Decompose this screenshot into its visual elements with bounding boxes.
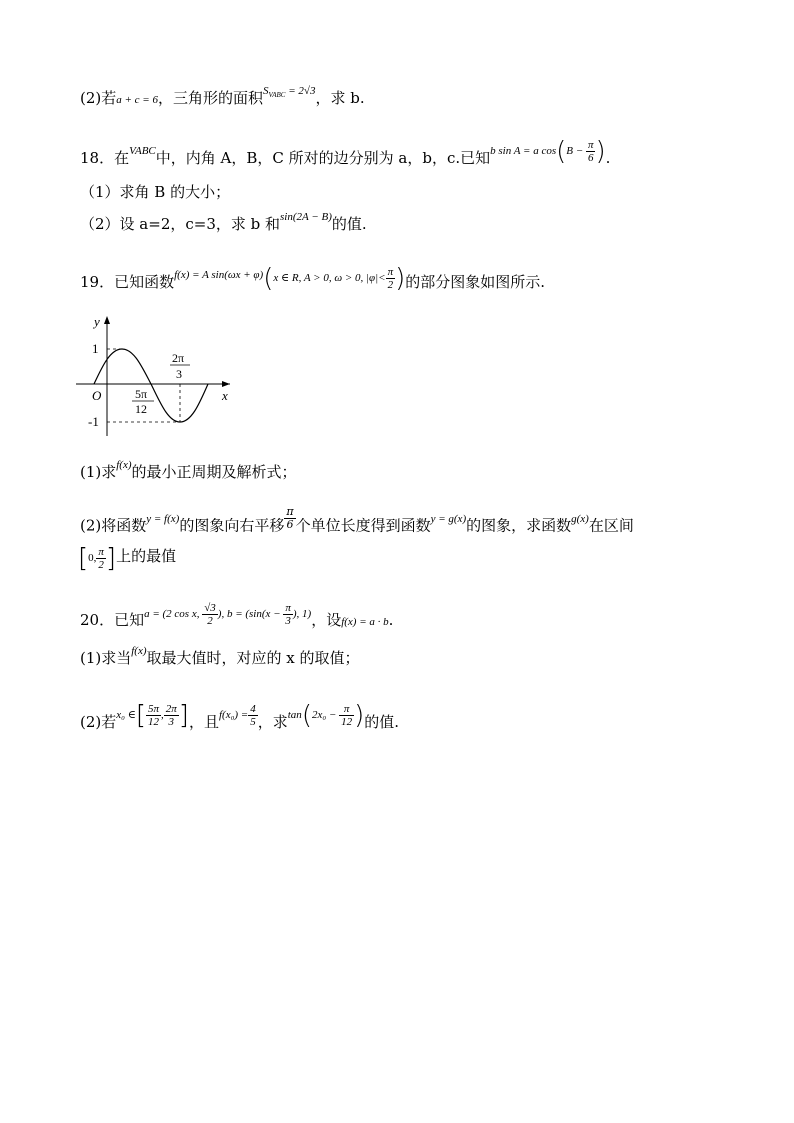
q19-part2: (2)将函数$^{y = f(x)}$的图象向右平移 $\frac{\pi}{6}$ 个单位长度得到函数$^{y = g(x)}$的图象，求函数$^{g(x)}$在区间 <box>80 505 634 535</box>
y-one-label: 1 <box>92 341 99 356</box>
q17-area: SVABC = 2√3 <box>263 85 316 100</box>
q17-cond: a + c = 6 <box>116 94 158 106</box>
q20-stem: 20．已知$^{a = (2 cos x, \frac{√3}{2} ), b = (sin(x - \frac{\pi}{3} ), 1)}$，设f(x) = a · b. <box>80 602 394 630</box>
q17-part2: (2)若a + c = 6，三角形的面积$^{S_{VABC} = 2√3}$，求 b. <box>80 85 365 107</box>
x-label: x <box>222 388 228 403</box>
tick-5pi-12-num: 5π <box>135 387 148 401</box>
q20-part1: (1)求当$^{f(x)}$取最大值时，对应的 x 的取值； <box>80 645 360 667</box>
q19-part1: (1)求$^{f(x)}$的最小正周期及解析式； <box>80 459 297 481</box>
q18-part2: （2）设 a=2，c=3，求 b 和$^{sin(2A - B)}$的值. <box>80 211 367 233</box>
y-neg-one-label: -1 <box>88 414 99 429</box>
q18-part1: （1）求角 B 的大小； <box>80 183 231 201</box>
sine-curve <box>94 349 208 422</box>
x-axis-arrow-icon <box>222 381 230 387</box>
origin-label: O <box>92 388 102 403</box>
q19-func: f(x) = A sin(ωx + φ) <box>174 269 264 282</box>
q18-given: b sin A = a cos(B − π 6 ) <box>490 136 606 167</box>
tick-2pi-3-num: 2π <box>172 351 185 365</box>
tick-5pi-12-den: 12 <box>135 402 147 416</box>
q20-part2: (2)若$^{x_0 \in[ \frac{5\pi}{12} , \frac{2\pi}{3} ]}$，且$^{f(x_0) = \frac{4}{5}}$ ，求$^{tan(2x_0 - \frac{\pi}{12} )}$的值. <box>80 700 400 732</box>
tick-2pi-3-den: 3 <box>176 367 182 381</box>
q19-cond: (x ∈ R, A > 0, ω > 0, |φ|< π 2 ) <box>263 263 406 294</box>
q19-interval: [0, $\frac{\pi}{2}$ ]上的最值 <box>78 543 177 574</box>
y-label: y <box>94 314 100 329</box>
q19-stem: 19．已知函数$^{f(x) = A sin(\omega x + \varphi)(x \in R, A > 0, \omega > 0, |\varphi|< \frac{\pi}{2} )}$的部分图象如图所示. <box>80 263 546 294</box>
q18-sin-expr: sin(2A − B) <box>280 211 332 223</box>
q20-vectors: a = (2 cos x, √3 2 ), b = (sin(x − π 3 ), 1) <box>144 602 312 627</box>
q18-stem: 18．在$^{VABC}$中，内角 A，B，C 所对的边分别为 a，b，c.已知$^{b sin A = a cos(B - \frac{\pi}{6} )}$. <box>80 136 611 168</box>
q19-graph <box>72 312 242 440</box>
y-axis-arrow-icon <box>104 316 110 324</box>
